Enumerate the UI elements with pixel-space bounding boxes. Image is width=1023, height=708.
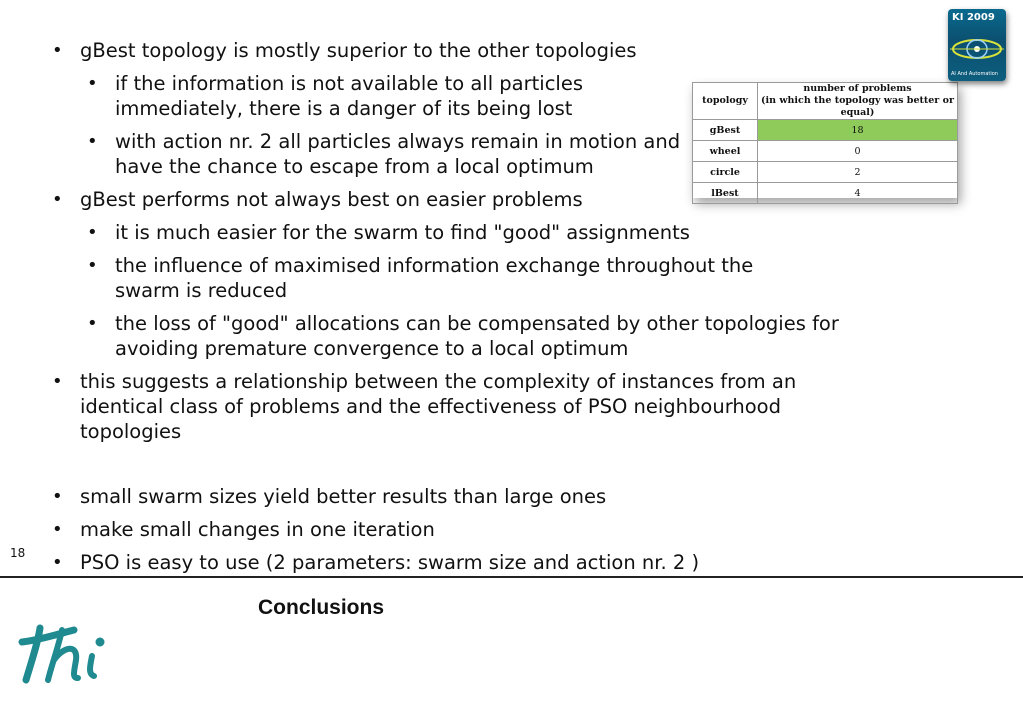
table-cell-value: 18 xyxy=(758,120,958,141)
table-row xyxy=(693,120,958,141)
sub-bullet-item: • the influence of maximised information exchange throughout the swarm is reduced xyxy=(87,253,820,303)
table-cell-value: 4 xyxy=(758,183,958,204)
slide-number: 18 xyxy=(10,546,26,560)
divider xyxy=(0,576,1023,578)
bullet-item: • small swarm sizes yield better results than large ones xyxy=(52,484,842,509)
bullet-item: • this suggests a relationship between the complexity of instances from an identical class of problems and the effectiveness of PSO neighbourhood topologies xyxy=(52,369,832,444)
sub-bullet-item: • with action nr. 2 all particles always remain in motion and have the chance to escape from a local optimum xyxy=(87,129,689,179)
bullet-item: • gBest topology is mostly superior to the other topologies xyxy=(52,38,842,63)
sub-bullet-item: • it is much easier for the swarm to find "good" assignments xyxy=(87,220,815,245)
table-row xyxy=(693,183,958,204)
table-cell-topology: circle xyxy=(693,162,758,183)
page-title: Conclusions xyxy=(258,596,385,619)
table-cell-value: 2 xyxy=(758,162,958,183)
bullet-item: • gBest performs not always best on easier problems xyxy=(52,187,842,212)
table-cell-topology: wheel xyxy=(693,141,758,162)
table-row xyxy=(693,141,958,162)
table-row xyxy=(693,162,958,183)
spacer xyxy=(52,452,842,484)
table-header-problems: number of problems (in which the topology was better or equal) xyxy=(758,83,958,120)
sub-bullet-item: • if the information is not available to all particles immediately, there is a danger of its being lost xyxy=(87,71,663,121)
tu-chemnitz-logo-icon xyxy=(18,620,118,690)
table-cell-topology: gBest xyxy=(693,120,758,141)
table-cell-topology: lBest xyxy=(693,183,758,204)
results-table-figure xyxy=(692,82,958,198)
sub-bullet-item: • the loss of "good" allocations can be compensated by other topologies for avoiding premature convergence to a local optimum xyxy=(87,311,845,361)
bullet-item: • make small changes in one iteration xyxy=(52,517,842,542)
table-header-topology: topology xyxy=(693,83,758,120)
ki2009-logo-icon: KI 2009 AI And Automation xyxy=(948,9,1006,81)
table-header-row xyxy=(693,83,958,120)
bullet-item: • PSO is easy to use (2 parameters: swarm size and action nr. 2 ) xyxy=(52,550,842,575)
table-cell-value: 0 xyxy=(758,141,958,162)
results-table xyxy=(692,82,958,204)
